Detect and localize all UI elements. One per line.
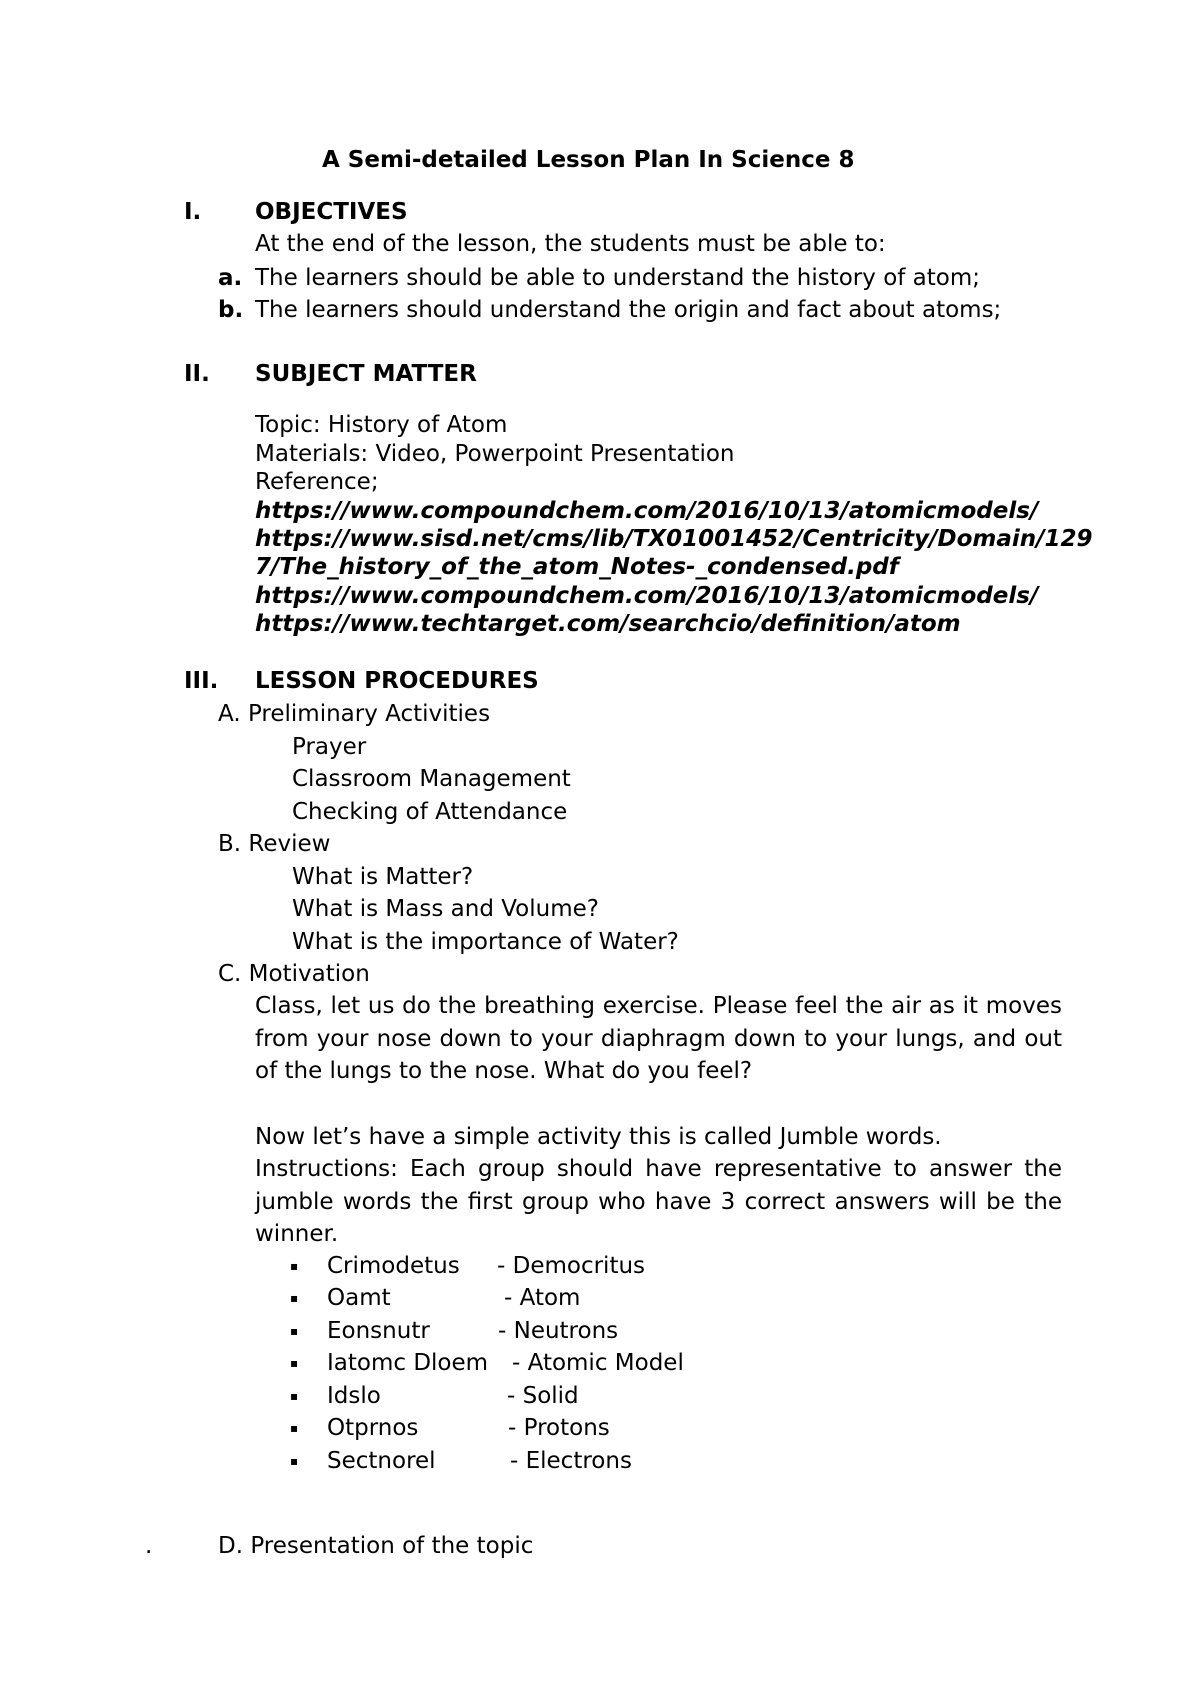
bullet-icon: ▪ — [290, 1421, 299, 1435]
jumble-answer: - Neutrons — [498, 1318, 619, 1344]
jumble-answer: - Electrons — [510, 1448, 632, 1474]
objective-marker-a: a. — [218, 265, 243, 291]
preliminary-item-classroom: Classroom Management — [292, 766, 571, 792]
reference-link-2-continued[interactable]: 7/The_history_of_the_atom_Notes-_condensed.pdf — [255, 554, 899, 580]
bullet-icon: ▪ — [290, 1324, 299, 1338]
topic-line: Topic: History of Atom — [255, 412, 508, 438]
jumble-row — [0, 1349, 1200, 1377]
jumble-scrambled-word: Otprnos — [327, 1415, 419, 1441]
jumble-answer: - Atom — [504, 1285, 581, 1311]
review-item-matter: What is Matter? — [292, 864, 474, 890]
preliminary-item-prayer: Prayer — [292, 734, 367, 760]
jumble-scrambled-word: Idslo — [327, 1383, 381, 1409]
presentation-dot: . — [145, 1533, 153, 1559]
jumble-scrambled-word: Iatomc Dloem — [327, 1350, 489, 1376]
jumble-answer: - Atomic Model — [512, 1350, 684, 1376]
procedures-numeral: III. — [184, 668, 219, 694]
subject-matter-numeral: II. — [184, 361, 210, 387]
motivation-label: C. Motivation — [218, 961, 370, 987]
presentation-label: D. Presentation of the topic — [218, 1533, 534, 1559]
jumble-answer: - Democritus — [497, 1253, 646, 1279]
jumble-row — [0, 1447, 1200, 1475]
jumble-row — [0, 1382, 1200, 1410]
motivation-paragraph-breathing: Class, let us do the breathing exercise. Please feel the air as it moves from your nose down to your diaphragm down to your lungs, and out of the lungs to the nose. What do you feel? — [255, 993, 1062, 1084]
preliminary-label: A. Preliminary Activities — [218, 701, 491, 727]
document-title: A Semi-detailed Lesson Plan In Science 8 — [322, 147, 855, 173]
objective-marker-b: b. — [218, 297, 244, 323]
objective-a: The learners should be able to understand the history of atom; — [255, 265, 981, 291]
bullet-icon: ▪ — [290, 1291, 299, 1305]
jumble-scrambled-word: Oamt — [327, 1285, 391, 1311]
objectives-intro: At the end of the lesson, the students must be able to: — [255, 231, 886, 257]
review-item-mass-volume: What is Mass and Volume? — [292, 896, 599, 922]
jumble-scrambled-word: Sectnorel — [327, 1448, 436, 1474]
objectives-heading: OBJECTIVES — [255, 199, 408, 225]
bullet-icon: ▪ — [290, 1389, 299, 1403]
reference-link-1[interactable]: https://www.compoundchem.com/2016/10/13/atomicmodels/ — [255, 498, 1039, 524]
materials-line: Materials: Video, Powerpoint Presentation — [255, 441, 735, 467]
bullet-icon: ▪ — [290, 1259, 299, 1273]
jumble-answer: - Solid — [507, 1383, 579, 1409]
jumble-row — [0, 1252, 1200, 1280]
jumble-row — [0, 1284, 1200, 1312]
objective-b: The learners should understand the origin and fact about atoms; — [255, 297, 1002, 323]
preliminary-item-attendance: Checking of Attendance — [292, 799, 568, 825]
reference-link-4[interactable]: https://www.techtarget.com/searchcio/definition/atom — [255, 611, 961, 637]
jumble-answer: - Protons — [508, 1415, 610, 1441]
objectives-numeral: I. — [184, 199, 202, 225]
motivation-jumble-intro: Now let’s have a simple activity this is called Jumble words. — [255, 1124, 942, 1150]
jumble-scrambled-word: Eonsnutr — [327, 1318, 430, 1344]
reference-label: Reference; — [255, 469, 379, 495]
reference-link-3[interactable]: https://www.compoundchem.com/2016/10/13/atomicmodels/ — [255, 583, 1039, 609]
review-item-water: What is the importance of Water? — [292, 929, 679, 955]
jumble-scrambled-word: Crimodetus — [327, 1253, 460, 1279]
bullet-icon: ▪ — [290, 1356, 299, 1370]
motivation-instructions: Instructions: Each group should have representative to answer the jumble words the first group who have 3 correct answers will be the winner. — [255, 1156, 1062, 1247]
procedures-heading: LESSON PROCEDURES — [255, 668, 539, 694]
bullet-icon: ▪ — [290, 1454, 299, 1468]
reference-link-2[interactable]: https://www.sisd.net/cms/lib/TX01001452/Centricity/Domain/129 — [255, 526, 1093, 552]
jumble-row — [0, 1317, 1200, 1345]
subject-matter-heading: SUBJECT MATTER — [255, 361, 477, 387]
review-label: B. Review — [218, 831, 331, 857]
jumble-row — [0, 1414, 1200, 1442]
